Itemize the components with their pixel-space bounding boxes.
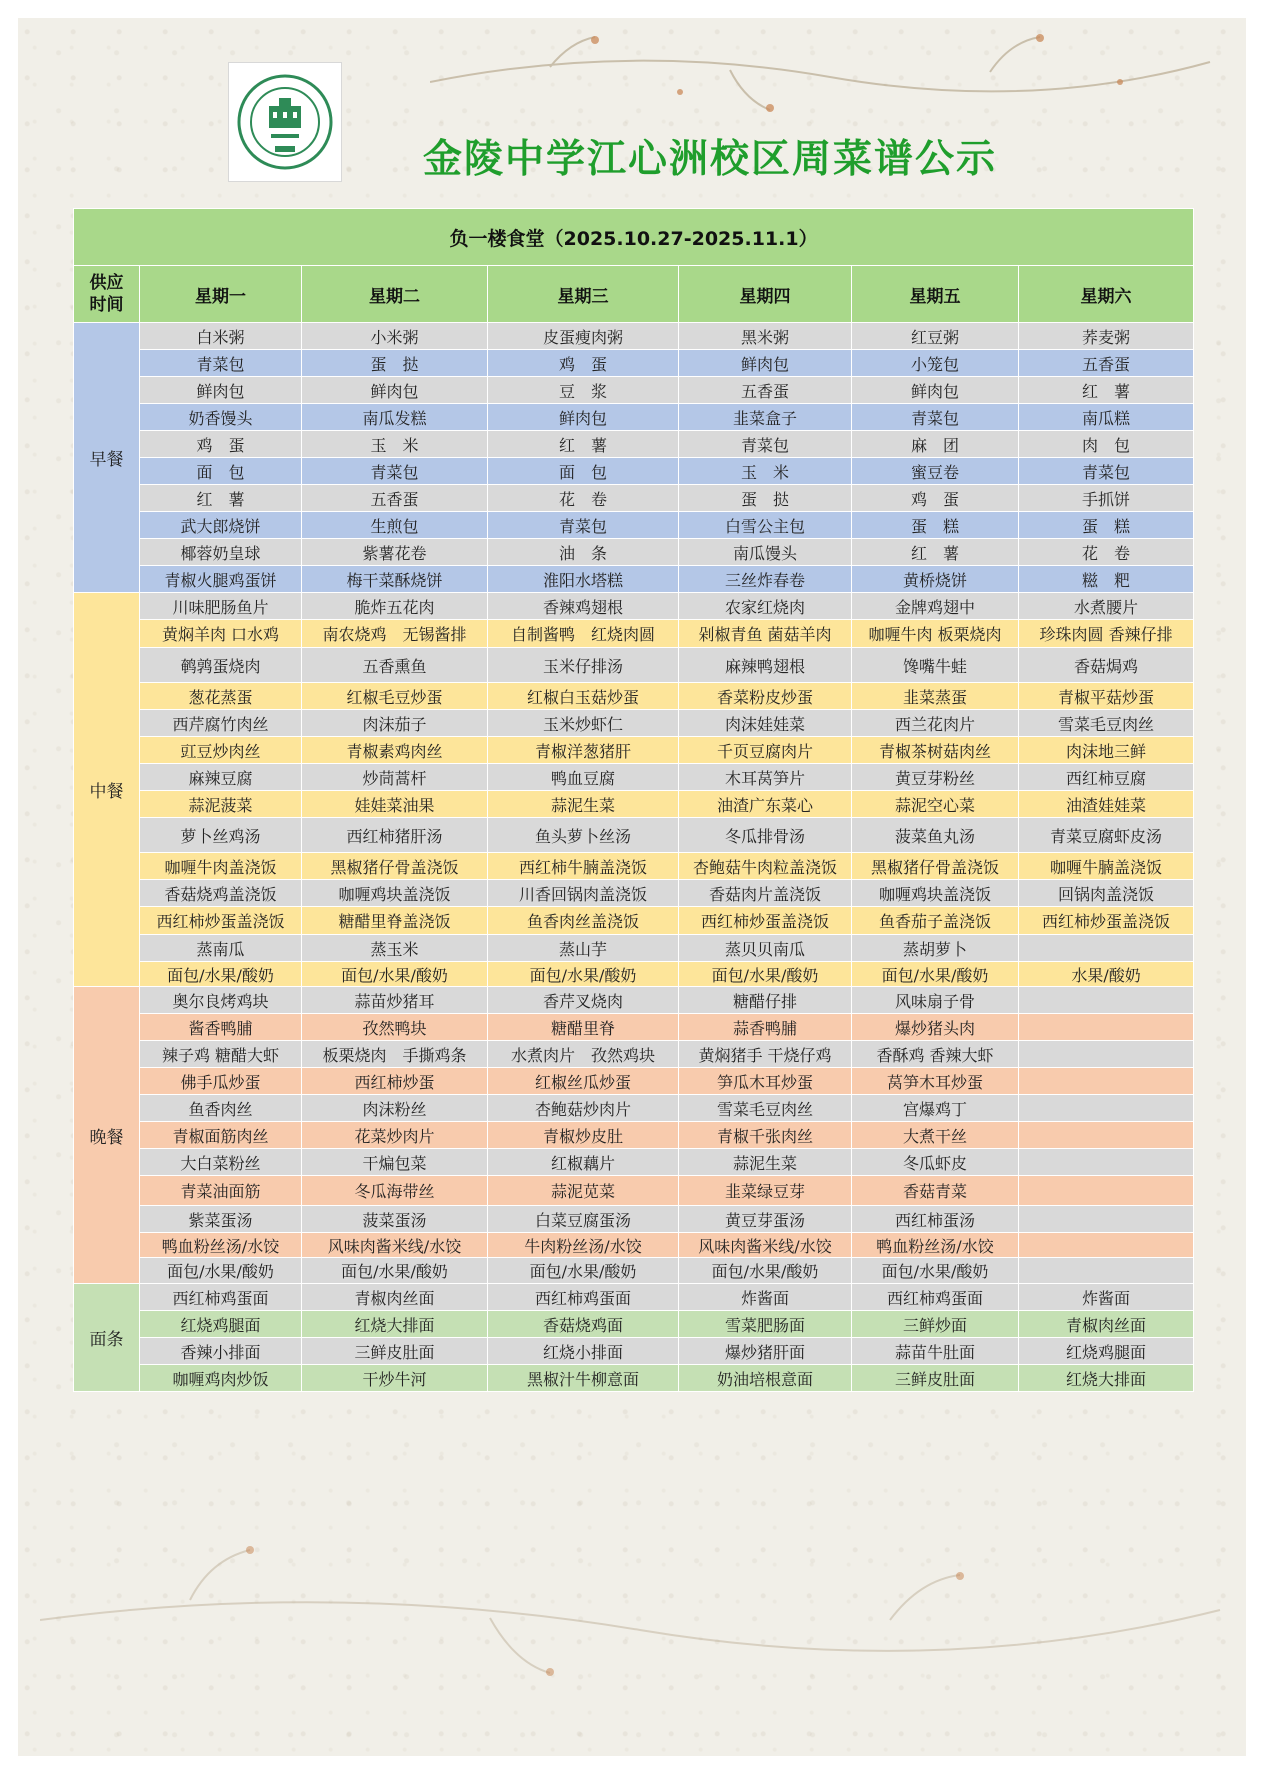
menu-cell: 三鲜炒面: [852, 1311, 1019, 1338]
menu-cell: 红 薯: [852, 539, 1019, 566]
menu-cell: 红椒藕片: [488, 1149, 679, 1176]
menu-cell: 鲜肉包: [140, 377, 302, 404]
menu-cell: 肉沫地三鲜: [1019, 737, 1194, 764]
menu-cell: 香酥鸡 香辣大虾: [852, 1041, 1019, 1068]
menu-row: [74, 1258, 1194, 1284]
menu-cell: 五香蛋: [1019, 350, 1194, 377]
menu-cell: 鸡 蛋: [140, 431, 302, 458]
menu-cell: 蛋 挞: [302, 350, 488, 377]
menu-cell: 奥尔良烤鸡块: [140, 987, 302, 1014]
menu-cell: 蛋 糕: [852, 512, 1019, 539]
menu-cell: 牛肉粉丝汤/水饺: [488, 1233, 679, 1258]
menu-cell: [1019, 1014, 1194, 1041]
menu-cell: 白雪公主包: [679, 512, 852, 539]
menu-row: [74, 791, 1194, 818]
menu-cell: 韭菜盒子: [679, 404, 852, 431]
menu-cell: 冬瓜虾皮: [852, 1149, 1019, 1176]
menu-cell: 鸡 蛋: [852, 485, 1019, 512]
menu-cell: 奶油培根意面: [679, 1365, 852, 1392]
menu-cell: 鸡 蛋: [488, 350, 679, 377]
menu-cell: 香辣小排面: [140, 1338, 302, 1365]
menu-cell: 莴笋木耳炒蛋: [852, 1068, 1019, 1095]
menu-cell: 鲜肉包: [852, 377, 1019, 404]
menu-row: [74, 458, 1194, 485]
menu-cell: 剁椒青鱼 菌菇羊肉: [679, 620, 852, 648]
menu-row: [74, 1206, 1194, 1233]
menu-cell: 小米粥: [302, 323, 488, 350]
menu-cell: 豇豆炒肉丝: [140, 737, 302, 764]
menu-cell: 红烧大排面: [302, 1311, 488, 1338]
menu-cell: 蒸南瓜: [140, 935, 302, 962]
menu-cell: 红椒白玉菇炒蛋: [488, 683, 679, 710]
menu-cell: 蒜泥菠菜: [140, 791, 302, 818]
menu-cell: 红 薯: [488, 431, 679, 458]
menu-cell: 青菜豆腐虾皮汤: [1019, 818, 1194, 853]
menu-cell: 糖醋里脊: [488, 1014, 679, 1041]
meal-label-breakfast: 早餐: [74, 323, 140, 593]
menu-cell: 蒜泥苋菜: [488, 1176, 679, 1206]
menu-cell: 南瓜发糕: [302, 404, 488, 431]
menu-cell: 蒸山芋: [488, 935, 679, 962]
menu-cell: 红烧鸡腿面: [1019, 1338, 1194, 1365]
day-header-mon: 星期一: [140, 266, 302, 323]
menu-row: [74, 1338, 1194, 1365]
menu-cell: 紫薯花卷: [302, 539, 488, 566]
menu-cell: 青椒洋葱猪肝: [488, 737, 679, 764]
menu-row: [74, 1149, 1194, 1176]
menu-cell: 红烧大排面: [1019, 1365, 1194, 1392]
menu-cell: 炸酱面: [1019, 1284, 1194, 1311]
menu-cell: 雪菜肥肠面: [679, 1311, 852, 1338]
menu-cell: 鲜肉包: [488, 404, 679, 431]
menu-row: [74, 764, 1194, 791]
menu-cell: 花 卷: [1019, 539, 1194, 566]
menu-cell: 肉沫茄子: [302, 710, 488, 737]
menu-cell: 面包/水果/酸奶: [140, 1258, 302, 1284]
weekly-menu-table: [73, 208, 1194, 1392]
menu-cell: 红豆粥: [852, 323, 1019, 350]
menu-cell: 青椒肉丝面: [302, 1284, 488, 1311]
menu-cell: 蒜苗牛肚面: [852, 1338, 1019, 1365]
menu-cell: 面包/水果/酸奶: [488, 962, 679, 987]
menu-cell: 荞麦粥: [1019, 323, 1194, 350]
menu-cell: 西红柿炒蛋: [302, 1068, 488, 1095]
menu-row: [74, 1095, 1194, 1122]
menu-cell: 香菇肉片盖浇饭: [679, 880, 852, 907]
menu-cell: 千页豆腐肉片: [679, 737, 852, 764]
menu-cell: 红椒丝瓜炒蛋: [488, 1068, 679, 1095]
menu-cell: 黄焖猪手 干烧仔鸡: [679, 1041, 852, 1068]
menu-cell: 肉 包: [1019, 431, 1194, 458]
menu-cell: 麻辣豆腐: [140, 764, 302, 791]
day-header-fri: 星期五: [852, 266, 1019, 323]
corner-label: [74, 266, 140, 323]
day-header-row: [74, 266, 1194, 323]
menu-cell: 雪菜毛豆肉丝: [1019, 710, 1194, 737]
menu-row: [74, 737, 1194, 764]
menu-cell: 水煮腰片: [1019, 593, 1194, 620]
menu-cell: 豆 浆: [488, 377, 679, 404]
menu-cell: 面包/水果/酸奶: [140, 962, 302, 987]
menu-cell: 雪菜毛豆肉丝: [679, 1095, 852, 1122]
menu-cell: 黄桥烧饼: [852, 566, 1019, 593]
menu-cell: 面 包: [140, 458, 302, 485]
menu-row: [74, 1068, 1194, 1095]
menu-cell: 青椒火腿鸡蛋饼: [140, 566, 302, 593]
day-header-sat: 星期六: [1019, 266, 1194, 323]
menu-cell: 青菜包: [488, 512, 679, 539]
menu-cell: [1019, 1206, 1194, 1233]
menu-row: [74, 935, 1194, 962]
menu-cell: 黑椒汁牛柳意面: [488, 1365, 679, 1392]
menu-cell: 面包/水果/酸奶: [852, 1258, 1019, 1284]
menu-cell: 玉米炒虾仁: [488, 710, 679, 737]
menu-row: [74, 593, 1194, 620]
menu-cell: 油渣娃娃菜: [1019, 791, 1194, 818]
menu-cell: 杏鲍菇牛肉粒盖浇饭: [679, 853, 852, 880]
menu-cell: 青菜包: [140, 350, 302, 377]
menu-cell: 五香熏鱼: [302, 648, 488, 683]
supply-time-label: 供应时间: [89, 273, 124, 315]
menu-cell: 黑椒猪仔骨盖浇饭: [302, 853, 488, 880]
menu-cell: 咖喱牛肉盖浇饭: [140, 853, 302, 880]
menu-cell: 青椒素鸡肉丝: [302, 737, 488, 764]
menu-cell: 小笼包: [852, 350, 1019, 377]
school-logo: [228, 62, 342, 182]
menu-cell: 农家红烧肉: [679, 593, 852, 620]
menu-cell: 西红柿猪肝汤: [302, 818, 488, 853]
menu-row: [74, 683, 1194, 710]
menu-cell: 杏鲍菇炒肉片: [488, 1095, 679, 1122]
menu-cell: 面包/水果/酸奶: [679, 1258, 852, 1284]
menu-cell: 蒜泥生菜: [679, 1149, 852, 1176]
menu-cell: 鱼头萝卜丝汤: [488, 818, 679, 853]
menu-cell: 香菇焗鸡: [1019, 648, 1194, 683]
menu-cell: 手抓饼: [1019, 485, 1194, 512]
menu-cell: 风味肉酱米线/水饺: [679, 1233, 852, 1258]
menu-cell: 青菜包: [302, 458, 488, 485]
menu-row: [74, 648, 1194, 683]
menu-cell: 黑米粥: [679, 323, 852, 350]
menu-cell: 花菜炒肉片: [302, 1122, 488, 1149]
menu-cell: 鲜肉包: [679, 350, 852, 377]
menu-cell: [1019, 1122, 1194, 1149]
menu-cell: 菠菜蛋汤: [302, 1206, 488, 1233]
menu-cell: 风味肉酱米线/水饺: [302, 1233, 488, 1258]
menu-cell: 川味肥肠鱼片: [140, 593, 302, 620]
menu-cell: 南农烧鸡 无锡酱排: [302, 620, 488, 648]
menu-row: [74, 1041, 1194, 1068]
menu-cell: 金牌鸡翅中: [852, 593, 1019, 620]
menu-row: [74, 987, 1194, 1014]
menu-row: [74, 539, 1194, 566]
menu-cell: 风味扇子骨: [852, 987, 1019, 1014]
menu-cell: 面包/水果/酸奶: [302, 1258, 488, 1284]
menu-row: [74, 907, 1194, 935]
menu-cell: 咖喱鸡肉炒饭: [140, 1365, 302, 1392]
menu-cell: 冬瓜海带丝: [302, 1176, 488, 1206]
menu-cell: 鲜肉包: [302, 377, 488, 404]
menu-cell: 面包/水果/酸奶: [852, 962, 1019, 987]
menu-cell: 葱花蒸蛋: [140, 683, 302, 710]
menu-cell: 五香蛋: [302, 485, 488, 512]
menu-cell: [1019, 987, 1194, 1014]
menu-cell: 大白菜粉丝: [140, 1149, 302, 1176]
menu-cell: 西红柿牛腩盖浇饭: [488, 853, 679, 880]
menu-cell: 爆炒猪头肉: [852, 1014, 1019, 1041]
menu-cell: 咖喱牛肉 板栗烧肉: [852, 620, 1019, 648]
menu-cell: 奶香馒头: [140, 404, 302, 431]
menu-cell: [1019, 1233, 1194, 1258]
menu-cell: 糖醋里脊盖浇饭: [302, 907, 488, 935]
school-seal-icon: [235, 72, 335, 172]
day-header-wed: 星期三: [488, 266, 679, 323]
menu-cell: 玉米仔排汤: [488, 648, 679, 683]
menu-cell: 青菜包: [852, 404, 1019, 431]
menu-cell: 木耳莴笋片: [679, 764, 852, 791]
menu-cell: 武大郎烧饼: [140, 512, 302, 539]
menu-row: [74, 1284, 1194, 1311]
menu-cell: 脆炸五花肉: [302, 593, 488, 620]
menu-cell: 青椒平菇炒蛋: [1019, 683, 1194, 710]
menu-row: [74, 350, 1194, 377]
menu-cell: 青椒炒皮肚: [488, 1122, 679, 1149]
menu-cell: 黄豆芽粉丝: [852, 764, 1019, 791]
menu-cell: 红椒毛豆炒蛋: [302, 683, 488, 710]
menu-body: [74, 323, 1194, 1392]
menu-row: [74, 566, 1194, 593]
menu-cell: 川香回锅肉盖浇饭: [488, 880, 679, 907]
day-header-thu: 星期四: [679, 266, 852, 323]
menu-row: [74, 880, 1194, 907]
menu-cell: 鸭血豆腐: [488, 764, 679, 791]
menu-cell: 椰蓉奶皇球: [140, 539, 302, 566]
menu-cell: 蛋 糕: [1019, 512, 1194, 539]
menu-cell: 白菜豆腐蛋汤: [488, 1206, 679, 1233]
menu-cell: 五香蛋: [679, 377, 852, 404]
menu-cell: 三鲜皮肚面: [302, 1338, 488, 1365]
menu-cell: 鱼香肉丝盖浇饭: [488, 907, 679, 935]
menu-cell: 蒸玉米: [302, 935, 488, 962]
menu-cell: 面 包: [488, 458, 679, 485]
menu-cell: [1019, 1258, 1194, 1284]
menu-cell: 炒茼蒿杆: [302, 764, 488, 791]
menu-cell: 板栗烧肉 手撕鸡条: [302, 1041, 488, 1068]
menu-cell: 笋瓜木耳炒蛋: [679, 1068, 852, 1095]
menu-cell: 西红柿蛋汤: [852, 1206, 1019, 1233]
menu-cell: 西红柿豆腐: [1019, 764, 1194, 791]
menu-cell: 辣子鸡 糖醋大虾: [140, 1041, 302, 1068]
menu-cell: 鸭血粉丝汤/水饺: [140, 1233, 302, 1258]
menu-cell: 三鲜皮肚面: [852, 1365, 1019, 1392]
menu-cell: 西红柿鸡蛋面: [140, 1284, 302, 1311]
menu-cell: 蒜泥生菜: [488, 791, 679, 818]
menu-cell: 爆炒猪肝面: [679, 1338, 852, 1365]
menu-cell: 面包/水果/酸奶: [488, 1258, 679, 1284]
menu-cell: 西红柿炒蛋盖浇饭: [140, 907, 302, 935]
menu-cell: [1019, 1068, 1194, 1095]
menu-cell: 青椒面筋肉丝: [140, 1122, 302, 1149]
menu-cell: [1019, 1041, 1194, 1068]
menu-cell: 黄焖羊肉 口水鸡: [140, 620, 302, 648]
menu-cell: 蒜香鸭脯: [679, 1014, 852, 1041]
menu-row: [74, 1122, 1194, 1149]
menu-cell: 香芹叉烧肉: [488, 987, 679, 1014]
meal-label-lunch: 中餐: [74, 593, 140, 987]
menu-cell: [1019, 1095, 1194, 1122]
menu-cell: 宫爆鸡丁: [852, 1095, 1019, 1122]
menu-cell: 香菇青菜: [852, 1176, 1019, 1206]
menu-cell: 麻辣鸭翅根: [679, 648, 852, 683]
menu-cell: 面包/水果/酸奶: [679, 962, 852, 987]
menu-cell: 肉沫娃娃菜: [679, 710, 852, 737]
menu-cell: 淮阳水塔糕: [488, 566, 679, 593]
menu-cell: 玉 米: [679, 458, 852, 485]
menu-cell: 酱香鸭脯: [140, 1014, 302, 1041]
menu-cell: 佛手瓜炒蛋: [140, 1068, 302, 1095]
menu-cell: 蛋 挞: [679, 485, 852, 512]
menu-row: [74, 377, 1194, 404]
menu-cell: 西红柿炒蛋盖浇饭: [1019, 907, 1194, 935]
menu-cell: [1019, 1176, 1194, 1206]
menu-cell: 自制酱鸭 红烧肉圆: [488, 620, 679, 648]
meal-label-noodles: 面条: [74, 1284, 140, 1392]
menu-cell: 紫菜蛋汤: [140, 1206, 302, 1233]
menu-cell: 肉沫粉丝: [302, 1095, 488, 1122]
menu-cell: 红 薯: [140, 485, 302, 512]
menu-cell: 黑椒猪仔骨盖浇饭: [852, 853, 1019, 880]
menu-row: [74, 512, 1194, 539]
menu-cell: 三丝炸春卷: [679, 566, 852, 593]
menu-cell: 红烧鸡腿面: [140, 1311, 302, 1338]
menu-row: [74, 323, 1194, 350]
menu-row: [74, 1365, 1194, 1392]
menu-cell: 香菜粉皮炒蛋: [679, 683, 852, 710]
menu-cell: 西红柿鸡蛋面: [852, 1284, 1019, 1311]
menu-row: [74, 818, 1194, 853]
menu-cell: 香辣鸡翅根: [488, 593, 679, 620]
menu-cell: 咖喱鸡块盖浇饭: [302, 880, 488, 907]
menu-cell: 冬瓜排骨汤: [679, 818, 852, 853]
menu-cell: 韭菜蒸蛋: [852, 683, 1019, 710]
menu-cell: 南瓜馒头: [679, 539, 852, 566]
menu-cell: 西兰花肉片: [852, 710, 1019, 737]
menu-cell: 水煮肉片 孜然鸡块: [488, 1041, 679, 1068]
table-caption: 负一楼食堂（2025.10.27-2025.11.1）: [74, 209, 1194, 266]
menu-cell: 蒜苗炒猪耳: [302, 987, 488, 1014]
menu-cell: 蒜泥空心菜: [852, 791, 1019, 818]
menu-cell: 蒸贝贝南瓜: [679, 935, 852, 962]
day-header-tue: 星期二: [302, 266, 488, 323]
menu-cell: 干炒牛河: [302, 1365, 488, 1392]
menu-row: [74, 1233, 1194, 1258]
menu-cell: 鹌鹑蛋烧肉: [140, 648, 302, 683]
menu-row: [74, 1014, 1194, 1041]
menu-cell: 咖喱鸡块盖浇饭: [852, 880, 1019, 907]
menu-cell: 糖醋仔排: [679, 987, 852, 1014]
menu-cell: 青菜包: [679, 431, 852, 458]
menu-cell: 黄豆芽蛋汤: [679, 1206, 852, 1233]
menu-cell: 蜜豆卷: [852, 458, 1019, 485]
menu-row: [74, 404, 1194, 431]
menu-cell: [1019, 935, 1194, 962]
page-title: 金陵中学江心洲校区周菜谱公示: [422, 137, 997, 182]
menu-cell: 花 卷: [488, 485, 679, 512]
menu-cell: 玉 米: [302, 431, 488, 458]
menu-row: [74, 1176, 1194, 1206]
menu-cell: 油 条: [488, 539, 679, 566]
menu-cell: 韭菜绿豆芽: [679, 1176, 852, 1206]
menu-cell: 馋嘴牛蛙: [852, 648, 1019, 683]
menu-cell: 鱼香肉丝: [140, 1095, 302, 1122]
menu-row: [74, 710, 1194, 737]
menu-cell: 大煮干丝: [852, 1122, 1019, 1149]
menu-cell: 青菜油面筋: [140, 1176, 302, 1206]
menu-cell: 皮蛋瘦肉粥: [488, 323, 679, 350]
menu-cell: 麻 团: [852, 431, 1019, 458]
menu-cell: 青椒千张肉丝: [679, 1122, 852, 1149]
menu-cell: 梅干菜酥烧饼: [302, 566, 488, 593]
menu-row: [74, 620, 1194, 648]
menu-cell: 珍珠肉圆 香辣仔排: [1019, 620, 1194, 648]
menu-cell: 水果/酸奶: [1019, 962, 1194, 987]
menu-cell: 香菇烧鸡面: [488, 1311, 679, 1338]
menu-row: [74, 485, 1194, 512]
menu-cell: 鱼香茄子盖浇饭: [852, 907, 1019, 935]
menu-cell: 孜然鸭块: [302, 1014, 488, 1041]
menu-cell: 糍 粑: [1019, 566, 1194, 593]
menu-cell: 蒸胡萝卜: [852, 935, 1019, 962]
menu-cell: 炸酱面: [679, 1284, 852, 1311]
menu-row: [74, 962, 1194, 987]
menu-cell: 西芹腐竹肉丝: [140, 710, 302, 737]
menu-row: [74, 431, 1194, 458]
menu-cell: 油渣广东菜心: [679, 791, 852, 818]
menu-cell: 回锅肉盖浇饭: [1019, 880, 1194, 907]
menu-cell: 萝卜丝鸡汤: [140, 818, 302, 853]
menu-cell: 青椒肉丝面: [1019, 1311, 1194, 1338]
menu-cell: 青菜包: [1019, 458, 1194, 485]
menu-cell: 菠菜鱼丸汤: [852, 818, 1019, 853]
menu-cell: 咖喱牛腩盖浇饭: [1019, 853, 1194, 880]
menu-row: [74, 1311, 1194, 1338]
menu-cell: 鸭血粉丝汤/水饺: [852, 1233, 1019, 1258]
menu-cell: 干煸包菜: [302, 1149, 488, 1176]
menu-cell: 面包/水果/酸奶: [302, 962, 488, 987]
menu-cell: 娃娃菜油果: [302, 791, 488, 818]
menu-cell: 南瓜糕: [1019, 404, 1194, 431]
menu-cell: 白米粥: [140, 323, 302, 350]
menu-row: [74, 853, 1194, 880]
menu-cell: 红 薯: [1019, 377, 1194, 404]
menu-cell: 西红柿鸡蛋面: [488, 1284, 679, 1311]
menu-cell: [1019, 1149, 1194, 1176]
menu-cell: 青椒茶树菇肉丝: [852, 737, 1019, 764]
menu-cell: 红烧小排面: [488, 1338, 679, 1365]
menu-cell: 生煎包: [302, 512, 488, 539]
menu-cell: 西红柿炒蛋盖浇饭: [679, 907, 852, 935]
menu-cell: 香菇烧鸡盖浇饭: [140, 880, 302, 907]
meal-label-dinner: 晚餐: [74, 987, 140, 1284]
